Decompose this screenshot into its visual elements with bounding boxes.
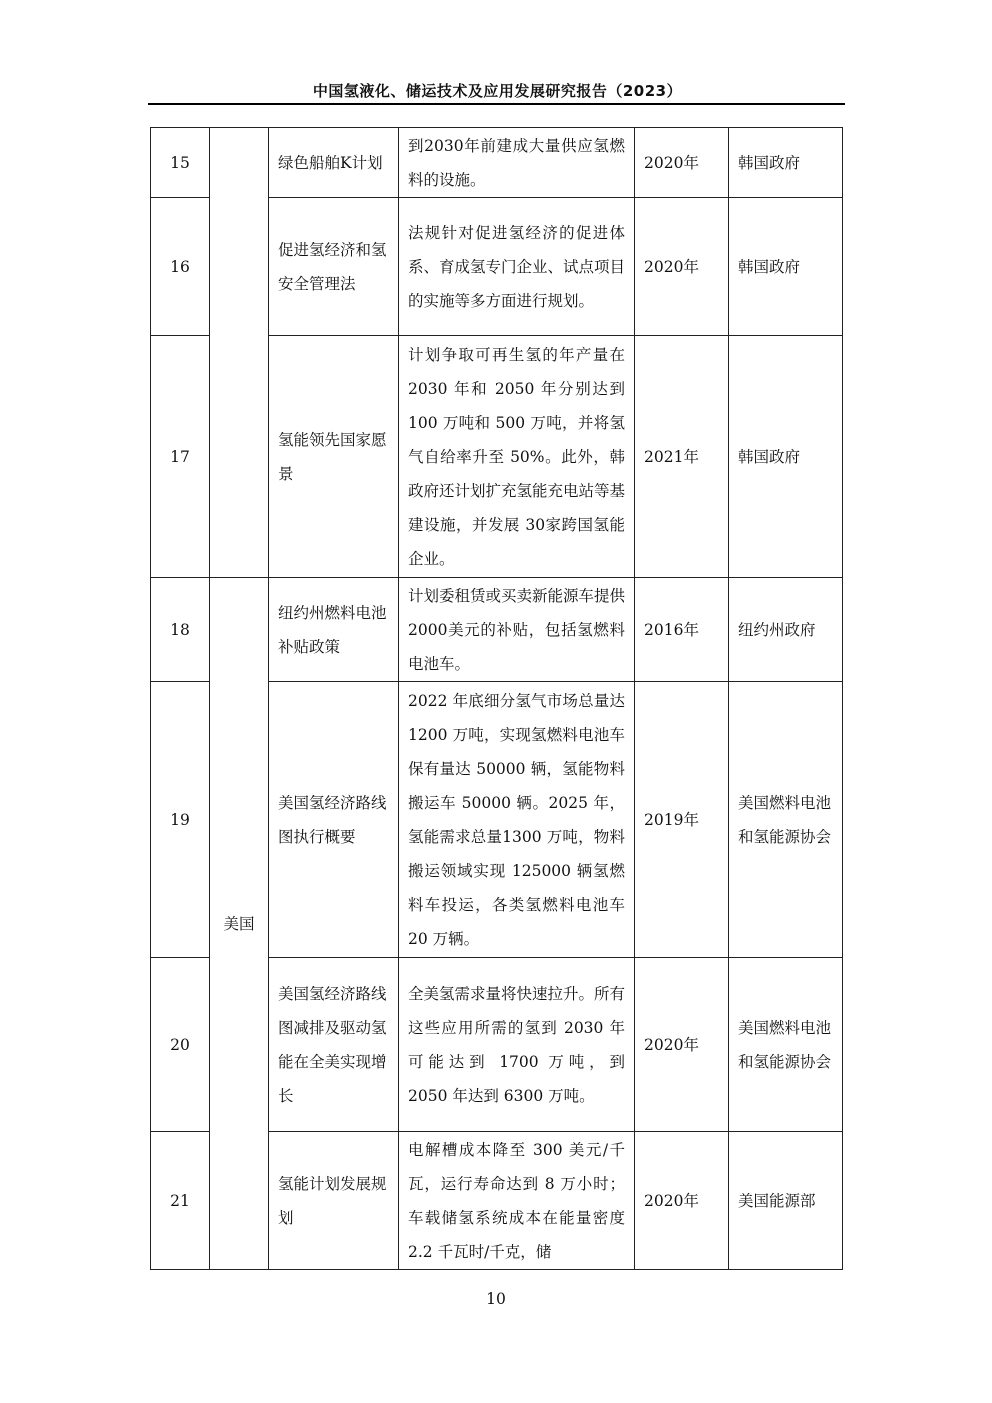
policy-table (150, 127, 843, 1270)
policy-name: 氢能领先国家愿景 (269, 336, 399, 578)
policy-name: 美国氢经济路线图减排及驱动氢能在全美实现增长 (269, 958, 399, 1132)
policy-year: 2020年 (635, 128, 729, 198)
policy-org: 纽约州政府 (729, 578, 843, 682)
policy-content: 全美氢需求量将快速拉升。所有这些应用所需的氢到 2030 年可能达到 1700 万吨，到 2050 年达到 6300 万吨。 (399, 958, 635, 1132)
policy-org: 韩国政府 (729, 198, 843, 336)
policy-org: 韩国政府 (729, 128, 843, 198)
page-number: 10 (486, 1290, 506, 1308)
country-cell (210, 128, 269, 578)
policy-org: 美国燃料电池和氢能源协会 (729, 682, 843, 958)
table-row (151, 128, 843, 198)
policy-content: 2022 年底细分氢气市场总量达 1200 万吨，实现氢燃料电池车保有量达 50000 辆，氢能物料搬运车 50000 辆。2025 年，氢能需求总量1300 万吨，物料搬运领域实现 125000 辆氢燃料车投运，各类氢燃料电池车 20 万辆。 (399, 682, 635, 958)
policy-year: 2020年 (635, 1132, 729, 1270)
row-number: 17 (151, 336, 210, 578)
page-header-title: 中国氢液化、储运技术及应用发展研究报告（2023） (312, 82, 683, 100)
row-number: 16 (151, 198, 210, 336)
row-number: 20 (151, 958, 210, 1132)
policy-content: 计划委租赁或买卖新能源车提供2000美元的补贴，包括氢燃料电池车。 (399, 578, 635, 682)
row-number: 19 (151, 682, 210, 958)
policy-org: 美国能源部 (729, 1132, 843, 1270)
policy-name: 纽约州燃料电池补贴政策 (269, 578, 399, 682)
table-row (151, 578, 843, 682)
policy-name: 绿色船舶K计划 (269, 128, 399, 198)
policy-content: 到2030年前建成大量供应氢燃料的设施。 (399, 128, 635, 198)
policy-org: 韩国政府 (729, 336, 843, 578)
policy-content: 法规针对促进氢经济的促进体系、育成氢专门企业、试点项目的实施等多方面进行规划。 (399, 198, 635, 336)
policy-content: 计划争取可再生氢的年产量在 2030 年和 2050 年分别达到 100 万吨和 500 万吨，并将氢气自给率升至 50%。此外，韩政府还计划扩充氢能充电站等基建设施，并发展 30家跨国氢能企业。 (399, 336, 635, 578)
country-cell: 美国 (210, 578, 269, 1270)
policy-name: 氢能计划发展规划 (269, 1132, 399, 1270)
policy-year: 2020年 (635, 958, 729, 1132)
policy-org: 美国燃料电池和氢能源协会 (729, 958, 843, 1132)
header-rule (148, 103, 845, 105)
row-number: 15 (151, 128, 210, 198)
policy-year: 2016年 (635, 578, 729, 682)
row-number: 18 (151, 578, 210, 682)
policy-name: 美国氢经济路线图执行概要 (269, 682, 399, 958)
policy-year: 2019年 (635, 682, 729, 958)
row-number: 21 (151, 1132, 210, 1270)
policy-name: 促进氢经济和氢安全管理法 (269, 198, 399, 336)
policy-content: 电解槽成本降至 300 美元/千瓦，运行寿命达到 8 万小时；车载储氢系统成本在能量密度 2.2 千瓦时/千克，储 (399, 1132, 635, 1270)
policy-year: 2021年 (635, 336, 729, 578)
policy-year: 2020年 (635, 198, 729, 336)
